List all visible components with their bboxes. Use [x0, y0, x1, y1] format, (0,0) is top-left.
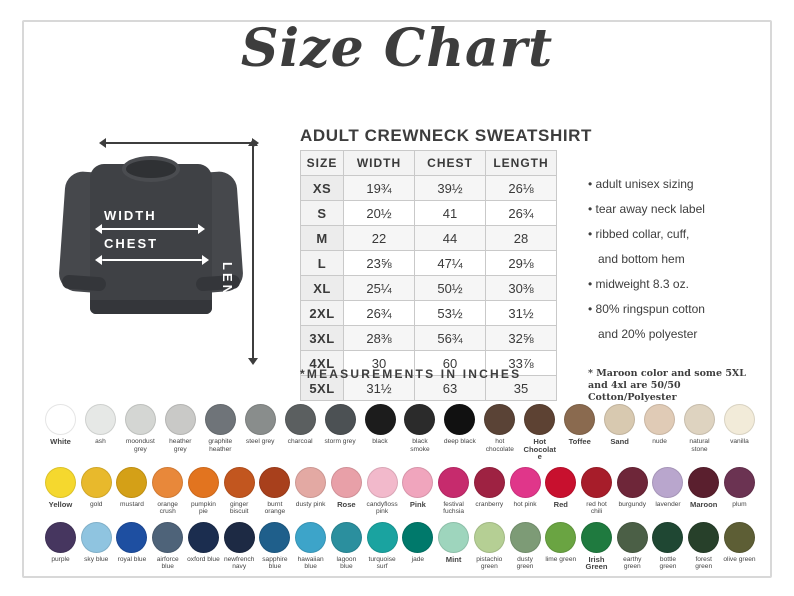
swatch-dot: [581, 467, 612, 498]
color-swatch[interactable]: [580, 522, 613, 571]
color-swatch[interactable]: [244, 404, 277, 461]
swatch-dot: [724, 467, 755, 498]
width-label: WIDTH: [104, 208, 157, 223]
cell-size: M: [301, 226, 344, 251]
color-swatch[interactable]: [723, 404, 756, 461]
chest-measure-arrow: [102, 259, 202, 261]
swatch-dot: [617, 522, 648, 553]
size-table: [300, 150, 557, 401]
swatch-dot: [295, 522, 326, 553]
swatch-dot: [325, 404, 356, 435]
swatch-dot: [81, 467, 112, 498]
color-swatch[interactable]: [687, 522, 720, 571]
swatch-dot: [295, 467, 326, 498]
cell-width: 30: [344, 351, 415, 376]
table-header-row: [301, 151, 557, 176]
swatch-dot: [724, 404, 755, 435]
swatch-label: Red: [553, 499, 568, 509]
swatch-dot: [644, 404, 675, 435]
color-swatch[interactable]: [366, 467, 399, 516]
swatch-dot: [688, 467, 719, 498]
cell-length: 30⅜: [486, 276, 557, 301]
swatch-dot: [564, 404, 595, 435]
swatch-dot: [116, 522, 147, 553]
length-label: LENGTH: [220, 262, 235, 334]
swatch-label: lime green: [545, 555, 577, 563]
cell-chest: 50½: [415, 276, 486, 301]
swatch-label: sky blue: [84, 555, 109, 563]
cell-chest: 47¼: [415, 251, 486, 276]
swatch-dot: [259, 467, 290, 498]
color-swatch[interactable]: [580, 467, 613, 516]
swatch-label: Pink: [409, 499, 426, 509]
sweatshirt-illustration: [46, 128, 256, 378]
swatch-dot: [402, 522, 433, 553]
cell-width: 26¾: [344, 301, 415, 326]
table-row: [301, 226, 557, 251]
cell-length: 26⅛: [486, 176, 557, 201]
swatch-label: Sand: [610, 437, 629, 446]
swatch-dot: [152, 522, 183, 553]
swatch-dot: [245, 404, 276, 435]
cell-size: 5XL: [301, 376, 344, 401]
color-swatch[interactable]: [723, 522, 756, 571]
cell-chest: 39½: [415, 176, 486, 201]
swatch-label: Toffee: [568, 437, 591, 446]
color-swatch[interactable]: [483, 404, 516, 461]
cell-chest: 60: [415, 351, 486, 376]
swatch-label: natural stone: [689, 438, 710, 453]
color-swatch[interactable]: [616, 522, 649, 571]
swatch-dot: [617, 467, 648, 498]
cell-width: 23⅝: [344, 251, 415, 276]
table-row: [301, 276, 557, 301]
footnote: * Maroon color and some 5XL and 4xl are 50/50 Cotton/Polyester: [588, 368, 746, 403]
color-swatch[interactable]: [84, 404, 117, 461]
swatch-dot: [484, 404, 515, 435]
table-row: [301, 201, 557, 226]
cell-size: S: [301, 201, 344, 226]
swatch-label: dusty green: [516, 555, 534, 570]
col-chest: CHEST: [415, 151, 486, 176]
swatch-dot: [724, 522, 755, 553]
color-swatch[interactable]: [563, 404, 596, 461]
swatch-label: airforce blue: [156, 555, 179, 570]
table-row: [301, 301, 557, 326]
swatch-label: hawaiian blue: [297, 555, 324, 570]
color-swatch[interactable]: [437, 467, 470, 516]
color-swatch[interactable]: [80, 467, 113, 516]
swatch-dot: [510, 522, 541, 553]
color-swatch[interactable]: [258, 467, 291, 516]
cell-size: XS: [301, 176, 344, 201]
measurement-note: *MEASUREMENTS IN INCHES: [300, 367, 522, 381]
swatch-label: black smoke: [410, 438, 430, 453]
feature-item: • adult unisex sizing: [588, 177, 694, 191]
color-swatch[interactable]: [687, 467, 720, 516]
color-swatch[interactable]: [437, 522, 470, 571]
swatch-label: storm grey: [324, 438, 356, 445]
sweatshirt-graphic: [60, 142, 245, 334]
color-swatch[interactable]: [651, 522, 684, 571]
swatch-label: dusty pink: [295, 500, 326, 508]
swatch-label: newfrench navy: [223, 555, 255, 570]
swatch-dot: [365, 404, 396, 435]
color-swatch[interactable]: [523, 404, 556, 461]
color-swatch[interactable]: [473, 522, 506, 571]
cell-size: XL: [301, 276, 344, 301]
cell-length: 32⅝: [486, 326, 557, 351]
swatch-label: royal blue: [117, 555, 147, 563]
swatch-dot: [224, 467, 255, 498]
swatch-dot: [510, 467, 541, 498]
cell-width: 20½: [344, 201, 415, 226]
swatch-label: deep black: [443, 438, 476, 445]
color-swatch[interactable]: [651, 467, 684, 516]
color-swatch[interactable]: [223, 467, 256, 516]
swatch-dot: [224, 522, 255, 553]
color-swatch[interactable]: [643, 404, 676, 461]
color-swatch[interactable]: [330, 522, 363, 571]
swatch-label: pumpkin pie: [190, 500, 216, 515]
swatch-label: olive green: [723, 555, 756, 563]
shirt-hem: [90, 300, 212, 314]
col-width: WIDTH: [344, 151, 415, 176]
shirt-collar: [122, 156, 180, 182]
swatch-label: Rose: [337, 499, 356, 509]
col-length: LENGTH: [486, 151, 557, 176]
swatch-label: nude: [652, 438, 667, 445]
color-swatch[interactable]: [294, 522, 327, 571]
swatch-dot: [331, 467, 362, 498]
cell-width: 28⅜: [344, 326, 415, 351]
swatch-label: graphite heather: [208, 438, 233, 453]
color-swatch[interactable]: [324, 404, 357, 461]
chest-label: CHEST: [104, 236, 159, 251]
swatch-label: bottle green: [659, 555, 677, 570]
cell-chest: 41: [415, 201, 486, 226]
table-row: [301, 176, 557, 201]
swatch-dot: [125, 404, 156, 435]
color-swatch[interactable]: [683, 404, 716, 461]
swatch-dot: [259, 522, 290, 553]
color-swatch[interactable]: [44, 522, 77, 571]
color-swatch[interactable]: [544, 467, 577, 516]
swatch-dot: [438, 522, 469, 553]
color-swatch[interactable]: [473, 467, 506, 516]
color-swatch[interactable]: [151, 467, 184, 516]
color-swatch[interactable]: [616, 467, 649, 516]
cell-size: L: [301, 251, 344, 276]
length-arrow: [252, 146, 254, 358]
swatch-row: [44, 467, 756, 516]
swatch-label: oxford blue: [187, 555, 220, 563]
swatch-dot: [367, 467, 398, 498]
swatch-label: orange crush: [157, 500, 178, 515]
color-swatch[interactable]: [294, 467, 327, 516]
swatch-label: burnt orange: [264, 500, 286, 515]
swatch-dot: [331, 522, 362, 553]
swatch-dot: [474, 467, 505, 498]
cell-length: 29⅛: [486, 251, 557, 276]
swatch-dot: [652, 467, 683, 498]
cell-width: 22: [344, 226, 415, 251]
cell-width: 25¼: [344, 276, 415, 301]
color-swatch[interactable]: [164, 404, 197, 461]
color-swatches: [44, 404, 756, 577]
color-swatch[interactable]: [401, 467, 434, 516]
swatch-label: ginger biscuit: [229, 500, 249, 515]
feature-list: [588, 172, 748, 347]
swatch-dot: [688, 522, 719, 553]
swatch-dot: [45, 467, 76, 498]
swatch-label: hot chocolate: [485, 438, 514, 453]
color-swatch[interactable]: [366, 522, 399, 571]
color-swatch[interactable]: [723, 467, 756, 516]
cell-length: 26¾: [486, 201, 557, 226]
swatch-dot: [81, 522, 112, 553]
swatch-dot: [545, 467, 576, 498]
swatch-label: ash: [95, 438, 106, 445]
color-swatch[interactable]: [204, 404, 237, 461]
swatch-dot: [85, 404, 116, 435]
color-swatch[interactable]: [401, 522, 434, 571]
swatch-dot: [152, 467, 183, 498]
swatch-label: Mint: [445, 554, 462, 564]
swatch-label: turquoise surf: [368, 555, 396, 570]
swatch-label: Hot Chocolate: [523, 437, 556, 461]
swatch-label: black: [372, 438, 388, 445]
color-swatch[interactable]: [124, 404, 157, 461]
swatch-row: [44, 522, 756, 571]
swatch-label: charcoal: [287, 438, 313, 445]
swatch-label: candyfloss pink: [366, 500, 398, 515]
swatch-label: burgundy: [618, 500, 646, 508]
color-swatch[interactable]: [151, 522, 184, 571]
swatch-dot: [45, 522, 76, 553]
swatch-dot: [524, 404, 555, 435]
cell-length: 28: [486, 226, 557, 251]
swatch-dot: [404, 404, 435, 435]
swatch-label: red hot chili: [586, 500, 607, 515]
swatch-dot: [165, 404, 196, 435]
page-title: Size Chart: [240, 18, 554, 79]
color-swatch[interactable]: [443, 404, 476, 461]
swatch-dot: [45, 404, 76, 435]
swatch-label: gold: [90, 500, 103, 508]
color-swatch[interactable]: [80, 522, 113, 571]
swatch-label: lagoon blue: [336, 555, 357, 570]
swatch-label: heather grey: [169, 438, 192, 453]
cell-size: 2XL: [301, 301, 344, 326]
swatch-dot: [444, 404, 475, 435]
swatch-dot: [367, 522, 398, 553]
swatch-dot: [545, 522, 576, 553]
cell-chest: 44: [415, 226, 486, 251]
swatch-label: pistachio green: [476, 555, 503, 570]
color-swatch[interactable]: [115, 522, 148, 571]
swatch-label: mustard: [120, 500, 144, 508]
swatch-dot: [188, 467, 219, 498]
swatch-dot: [188, 522, 219, 553]
cell-size: 4XL: [301, 351, 344, 376]
swatch-label: Yellow: [48, 499, 73, 509]
feature-item: • tear away neck label: [588, 202, 705, 216]
swatch-label: White: [50, 437, 71, 446]
swatch-label: hot pink: [513, 500, 537, 508]
swatch-dot: [684, 404, 715, 435]
color-swatch[interactable]: [115, 467, 148, 516]
cell-width: 31½: [344, 376, 415, 401]
feature-item: • ribbed collar, cuff,: [588, 227, 690, 241]
color-swatch[interactable]: [44, 467, 77, 516]
swatch-dot: [581, 522, 612, 553]
swatch-label: Irish Green: [585, 554, 608, 571]
swatch-label: vanilla: [730, 438, 749, 445]
color-swatch[interactable]: [284, 404, 317, 461]
cell-length: 31½: [486, 301, 557, 326]
color-swatch[interactable]: [187, 467, 220, 516]
swatch-label: cranberry: [475, 500, 504, 508]
swatch-label: plum: [732, 500, 747, 508]
swatch-label: earthy green: [623, 555, 642, 570]
swatch-dot: [285, 404, 316, 435]
color-swatch[interactable]: [544, 522, 577, 571]
cell-length: 33⅞: [486, 351, 557, 376]
swatch-label: lavender: [655, 500, 681, 508]
cell-size: 3XL: [301, 326, 344, 351]
color-swatch[interactable]: [223, 522, 256, 571]
cell-length: 35: [486, 376, 557, 401]
color-swatch[interactable]: [187, 522, 220, 571]
left-cuff: [62, 274, 107, 291]
swatch-dot: [205, 404, 236, 435]
swatch-label: moondust grey: [125, 438, 155, 453]
color-swatch[interactable]: [403, 404, 436, 461]
color-swatch[interactable]: [330, 467, 363, 516]
cell-width: 19¾: [344, 176, 415, 201]
table-row: [301, 326, 557, 351]
swatch-dot: [402, 467, 433, 498]
swatch-dot: [438, 467, 469, 498]
color-swatch[interactable]: [44, 404, 77, 461]
table-row: [301, 251, 557, 276]
swatch-label: purple: [51, 555, 70, 563]
swatch-label: sapphire blue: [262, 555, 288, 570]
color-swatch[interactable]: [364, 404, 397, 461]
col-size: SIZE: [301, 151, 344, 176]
feature-item: • midweight 8.3 oz.: [588, 277, 689, 291]
cell-chest: 56¾: [415, 326, 486, 351]
swatch-row: [44, 404, 756, 461]
color-swatch[interactable]: [509, 467, 542, 516]
color-swatch[interactable]: [258, 522, 291, 571]
swatch-dot: [474, 522, 505, 553]
cell-chest: 53½: [415, 301, 486, 326]
swatch-label: jade: [411, 555, 425, 563]
swatch-dot: [116, 467, 147, 498]
swatch-label: forest green: [695, 555, 713, 570]
cell-chest: 63: [415, 376, 486, 401]
swatch-dot: [652, 522, 683, 553]
swatch-label: festival fuchsia: [443, 500, 465, 515]
feature-item-cont: and bottom hem: [598, 252, 685, 266]
width-measure-arrow: [102, 228, 198, 230]
swatch-dot: [604, 404, 635, 435]
color-swatch[interactable]: [603, 404, 636, 461]
table-heading: ADULT CREWNECK SWEATSHIRT: [300, 126, 593, 145]
color-swatch[interactable]: [509, 522, 542, 571]
feature-item-cont: and 20% polyester: [598, 327, 698, 341]
swatch-label: Maroon: [690, 499, 718, 509]
feature-item: • 80% ringspun cotton: [588, 302, 705, 316]
swatch-label: steel grey: [245, 438, 275, 445]
